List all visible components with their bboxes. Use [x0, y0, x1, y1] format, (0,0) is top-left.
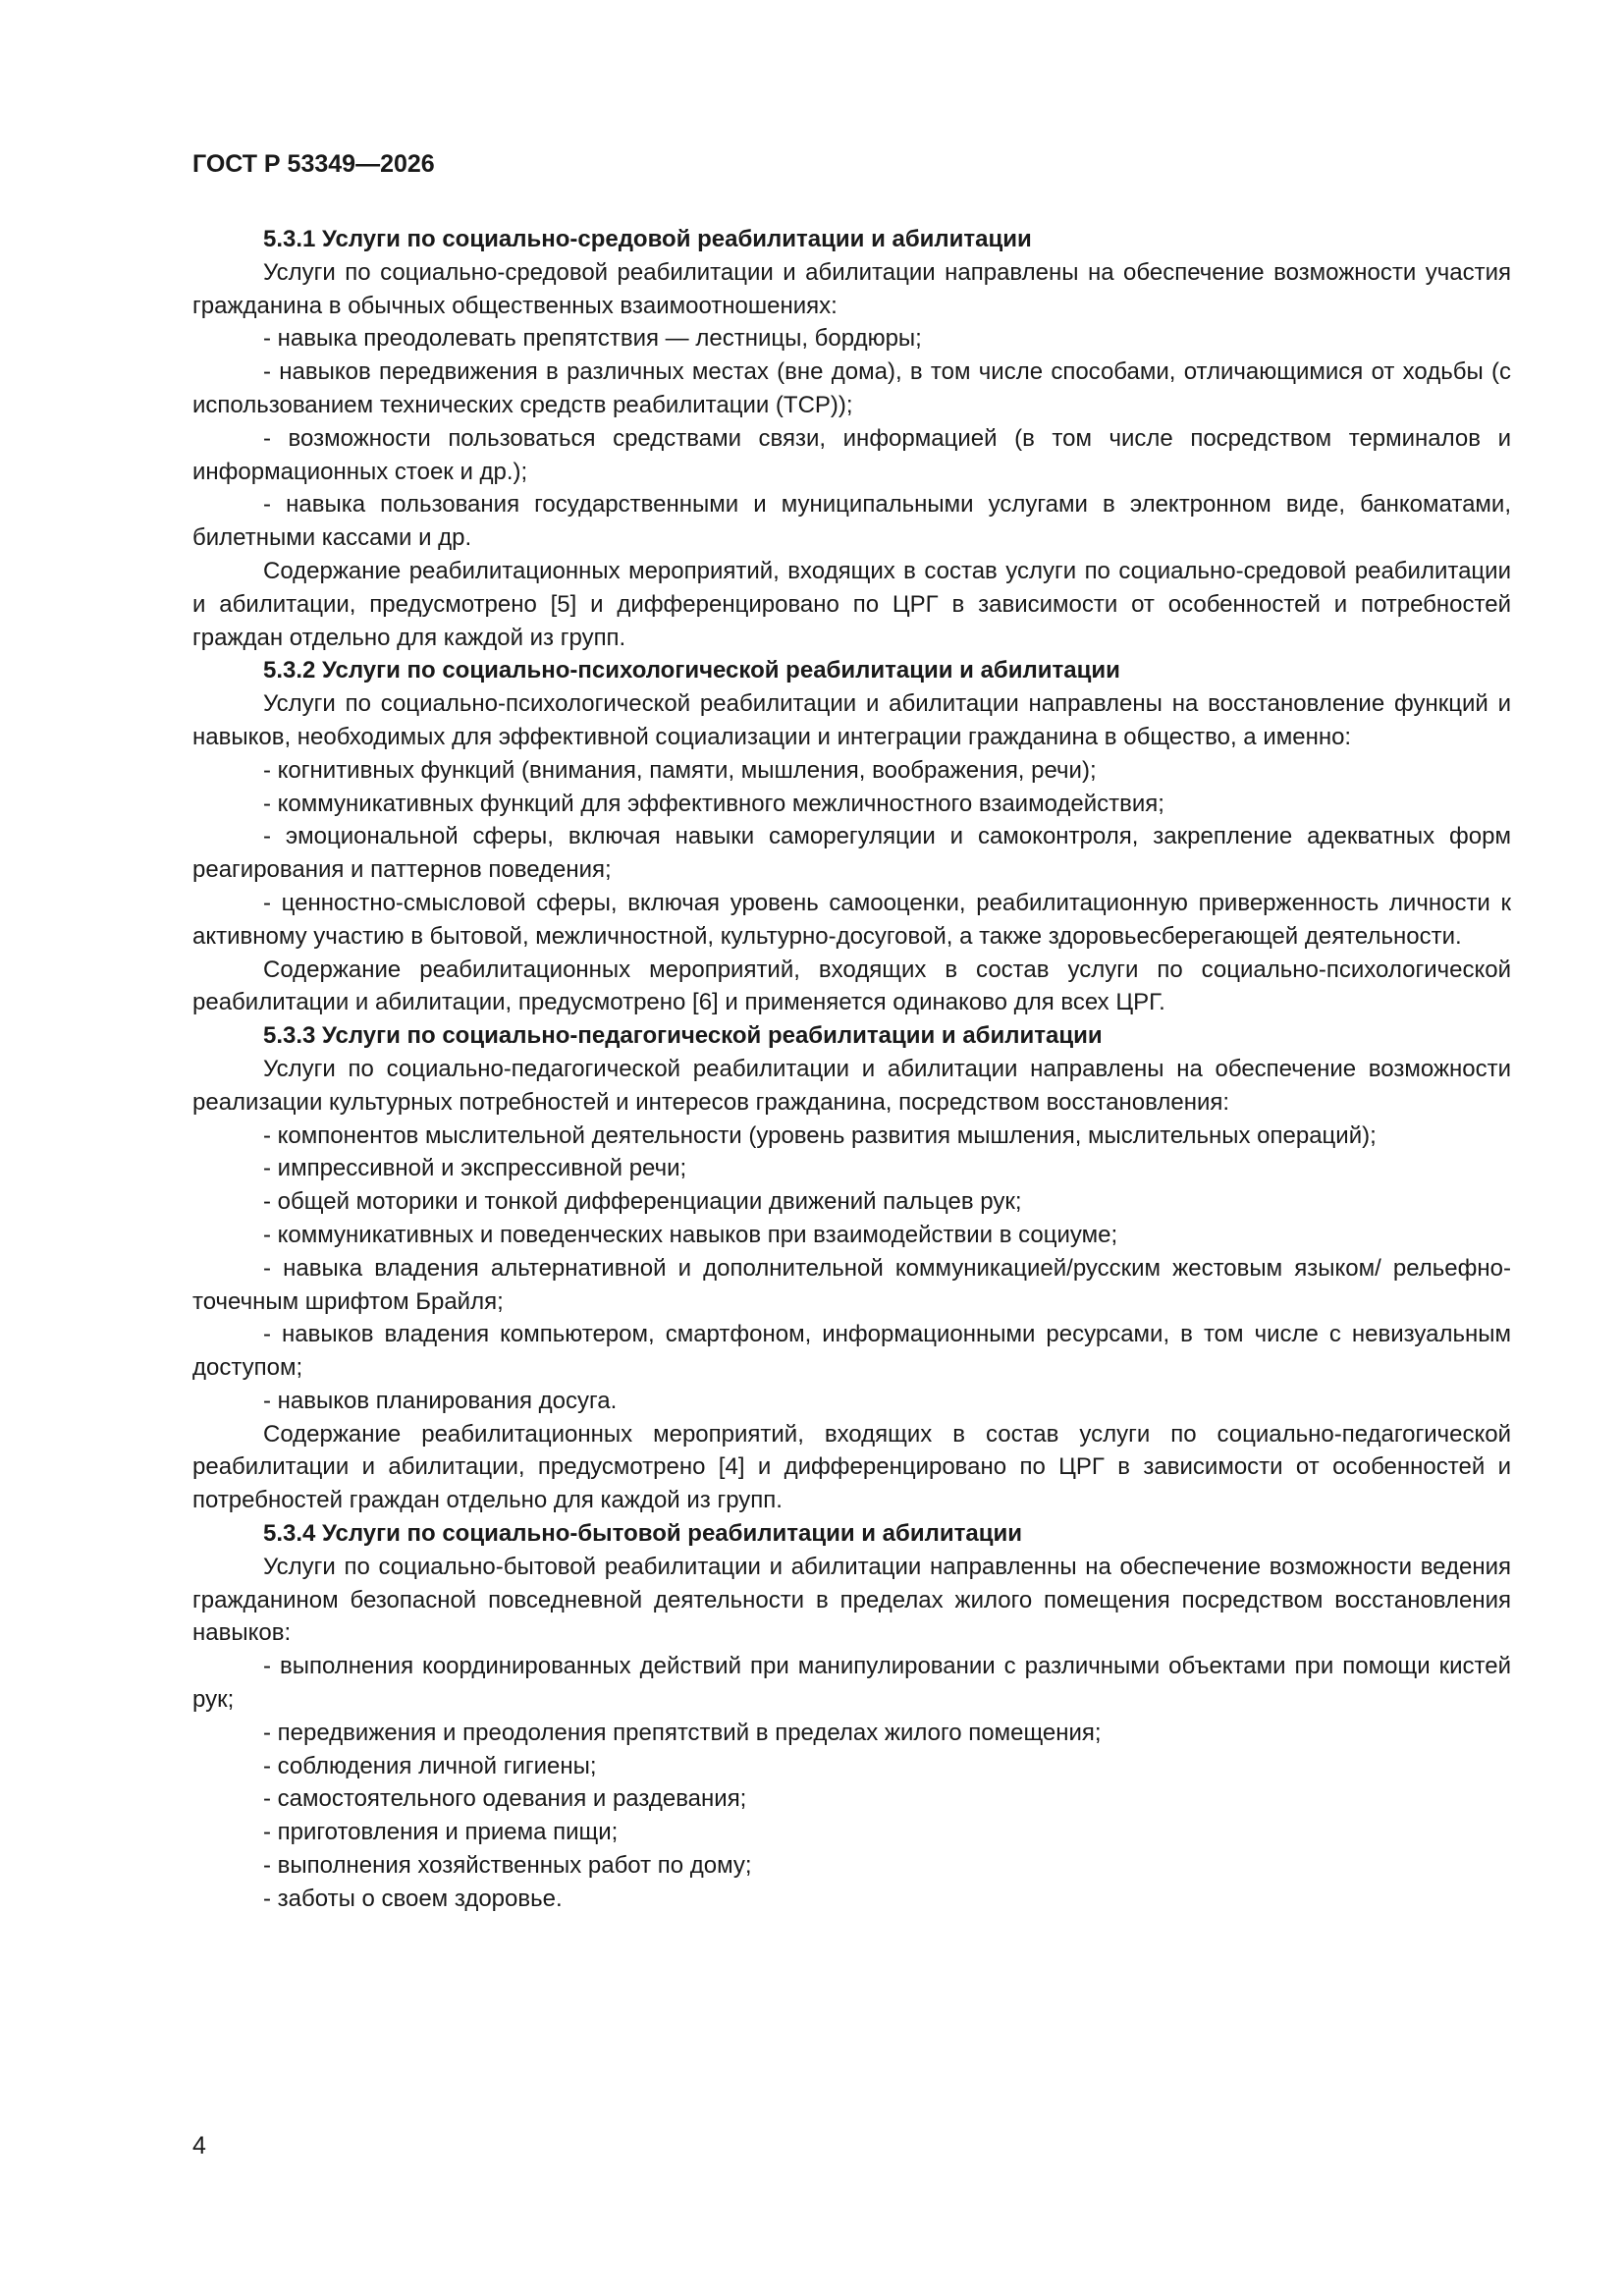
paragraph: Услуги по социально-психологической реабилитации и абилитации направлены на восстановление функций и навыков, необходимых для эффективной социализации и интеграции гражданина в общество, а именно:	[192, 690, 1511, 750]
list-item: - передвижения и преодоления препятствий в пределах жилого помещения;	[263, 1719, 1102, 1746]
paragraph: Услуги по социально-средовой реабилитации и абилитации направлены на обеспечение возможности участия гражданина в обычных общественных взаимоотношениях:	[192, 258, 1511, 319]
list-item: - заботы о своем здоровье.	[263, 1885, 563, 1912]
list-item: - навыков планирования досуга.	[263, 1387, 618, 1414]
paragraph: Содержание реабилитационных мероприятий, входящих в состав услуги по социально-психологической реабилитации и абилитации, предусмотрено [6] и применяется одинаково для всех ЦРГ.	[192, 956, 1511, 1016]
list-item: - общей моторики и тонкой дифференциации движений пальцев рук;	[263, 1188, 1022, 1216]
list-item: - соблюдения личной гигиены;	[263, 1752, 597, 1779]
paragraph: Содержание реабилитационных мероприятий, входящих в состав услуги по социально-средовой реабилитации и абилитации, предусмотрено [5] и дифференцировано по ЦРГ в зависимости от особенностей и потребностей граждан отдельно для каждой из групп.	[192, 557, 1511, 651]
list-item: - коммуникативных и поведенческих навыков при взаимодействии в социуме;	[263, 1221, 1118, 1248]
list-item: - возможности пользоваться средствами связи, информацией (в том числе посредством терминалов и информационных стоек и др.);	[192, 424, 1511, 485]
list-item: - навыка преодолевать препятствия — лестницы, бордюры;	[263, 325, 922, 353]
paragraph: Содержание реабилитационных мероприятий, входящих в состав услуги по социально-педагогической реабилитации и абилитации, предусмотрено [4] и дифференцировано по ЦРГ в зависимости от особенностей и потребностей граждан отдельно для каждой из групп.	[192, 1420, 1511, 1514]
list-item: - выполнения хозяйственных работ по дому;	[263, 1852, 752, 1880]
list-item: - ценностно-смысловой сферы, включая уровень самооценки, реабилитационную приверженность личности к активному участию в бытовой, межличностной, культурно-досуговой, а также здоровьесберегающей деятельности.	[192, 889, 1511, 950]
section-heading-5-3-3: 5.3.3 Услуги по социально-педагогической реабилитации и абилитации	[263, 1022, 1103, 1050]
list-item: - эмоциональной сферы, включая навыки саморегуляции и самоконтроля, закрепление адекватных форм реагирования и паттернов поведения;	[192, 823, 1511, 884]
list-item: - навыка пользования государственными и муниципальными услугами в электронном виде, банкоматами, билетными кассами и др.	[192, 491, 1511, 552]
list-item: - когнитивных функций (внимания, памяти, мышления, воображения, речи);	[263, 756, 1097, 784]
list-item: - приготовления и приема пищи;	[263, 1819, 619, 1846]
list-item: - навыков владения компьютером, смартфоном, информационными ресурсами, в том числе с невизуальным доступом;	[192, 1321, 1511, 1382]
list-item: - компонентов мыслительной деятельности (уровень развития мышления, мыслительных операций);	[263, 1121, 1377, 1149]
section-heading-5-3-4: 5.3.4 Услуги по социально-бытовой реабилитации и абилитации	[263, 1520, 1022, 1548]
paragraph: Услуги по социально-педагогической реабилитации и абилитации направлены на обеспечение возможности реализации культурных потребностей и интересов гражданина, посредством восстановления:	[192, 1055, 1511, 1116]
list-item: - коммуникативных функций для эффективного межличностного взаимодействия;	[263, 790, 1164, 817]
document-header: ГОСТ Р 53349—2026	[192, 150, 435, 178]
list-item: - самостоятельного одевания и раздевания;	[263, 1785, 747, 1813]
paragraph: Услуги по социально-бытовой реабилитации и абилитации направленны на обеспечение возможности ведения гражданином безопасной повседневной деятельности в пределах жилого помещения посредством восстановления навыков:	[192, 1553, 1511, 1647]
page-number: 4	[192, 2132, 206, 2159]
list-item: - навыка владения альтернативной и дополнительной коммуникацией/русским жестовым языком/ рельефно-точечным шрифтом Брайля;	[192, 1254, 1511, 1315]
list-item: - выполнения координированных действий при манипулировании с различными объектами при помощи кистей рук;	[192, 1653, 1511, 1714]
list-item: - навыков передвижения в различных местах (вне дома), в том числе способами, отличающимися от ходьбы (с использованием технических средств реабилитации (ТСР));	[192, 358, 1511, 418]
section-heading-5-3-2: 5.3.2 Услуги по социально-психологической реабилитации и абилитации	[263, 657, 1120, 684]
section-heading-5-3-1: 5.3.1 Услуги по социально-средовой реабилитации и абилитации	[263, 226, 1032, 252]
document-body	[192, 223, 1511, 1916]
list-item: - импрессивной и экспрессивной речи;	[263, 1155, 687, 1182]
